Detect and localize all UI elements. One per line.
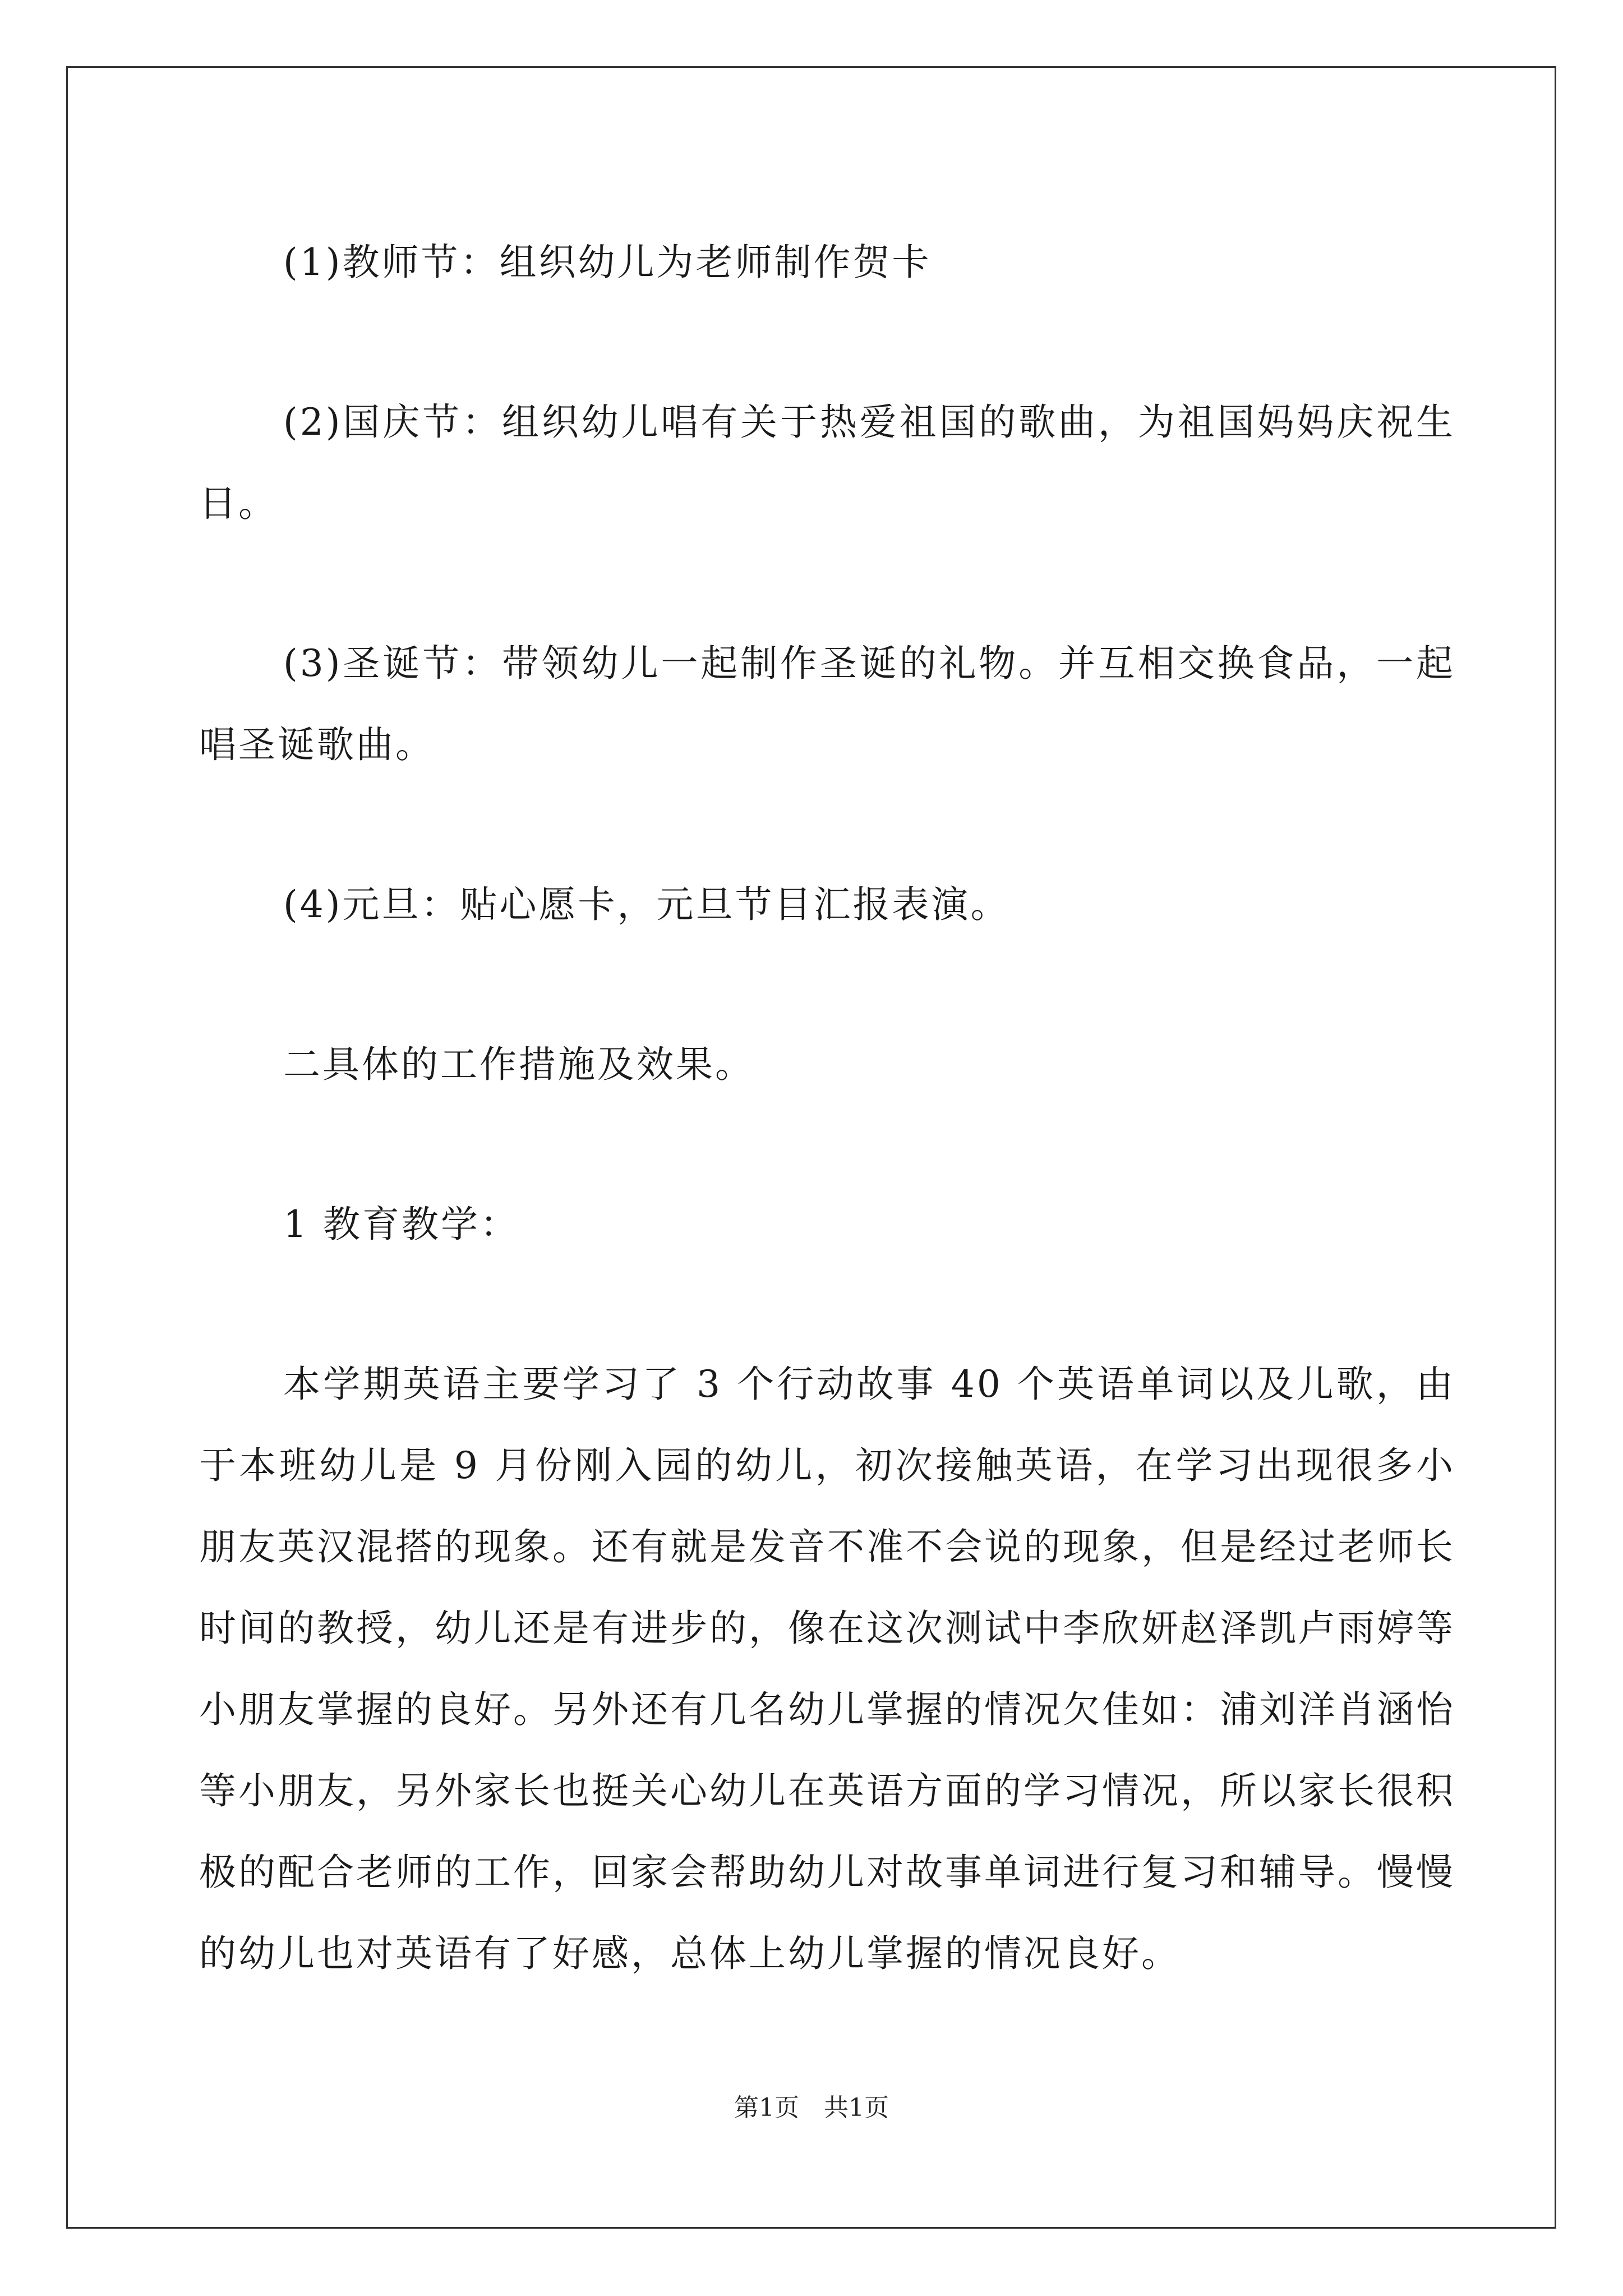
paragraph-teachers-day: (1)教师节：组织幼儿为老师制作贺卡 — [283, 241, 932, 284]
paragraph-national-day: (2)国庆节：组织幼儿唱有关于热爱祖国的歌曲，为祖国妈妈庆祝生日。 — [199, 401, 1455, 525]
subheading-education: 1 教育教学： — [283, 1203, 519, 1246]
paragraph-english-learning: 本学期英语主要学习了 3 个行动故事 40 个英语单词以及儿歌，由于本班幼儿是 9 月份刚入园的幼儿，初次接触英语，在学习出现很多小朋友英汉混搭的现象。还有就是发音不准不会说的现象，但是经过老师长时间的教授，幼儿还是有进步的，像在这次测试中李欣妍赵泽凯卢雨婷等小朋友掌握的良好。另外还有几名幼儿掌握的情况欠佳如：浦刘洋肖涵怡等小朋友，另外家长也挺关心幼儿在英语方面的学习情况，所以家长很积极的配合老师的工作，回家会帮助幼儿对故事单词进行复习和辅导。慢慢的幼儿也对英语有了好感，总体上幼儿掌握的情况良好。 — [199, 1363, 1455, 1975]
paragraph-christmas: (3)圣诞节：带领幼儿一起制作圣诞的礼物。并互相交换食品，一起唱圣诞歌曲。 — [199, 642, 1455, 766]
section-heading-measures: 二具体的工作措施及效果。 — [283, 1043, 754, 1086]
paragraph-new-year: (4)元旦：贴心愿卡，元旦节目汇报表演。 — [283, 883, 1010, 926]
document-body — [199, 222, 1455, 1994]
page-footer: 第1页 共1页 — [734, 2093, 889, 2122]
